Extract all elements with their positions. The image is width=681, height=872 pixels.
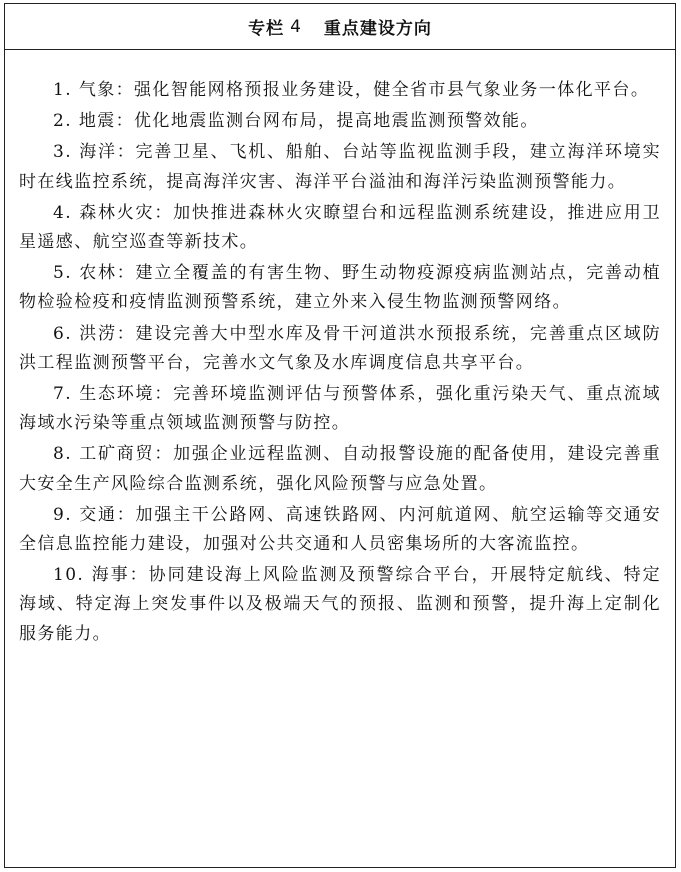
box-content — [19, 76, 661, 649]
list-item: 10. 海事：协同建设海上风险监测及预警综合平台，开展特定航线、特定海域、特定海上突发事件以及极端天气的预报、监测和预警，提升海上定制化服务能力。 — [19, 565, 661, 644]
box-header — [5, 4, 675, 50]
box-number: 4 — [290, 16, 302, 37]
list-item: 2. 地震：优化地震监测台网布局，提高地震监测预警效能。 — [53, 111, 539, 132]
list-item: 9. 交通：加强主干公路网、高速铁路网、内河航道网、航空运输等交通安全信息监控能力建设，加强对公共交通和人员密集场所的大客流监控。 — [19, 504, 661, 555]
box-label: 专栏 — [248, 19, 285, 39]
list-item: 1. 气象：强化智能网格预报业务建设，健全省市县气象业务一体化平台。 — [53, 80, 650, 100]
list-item: 4. 森林火灾：加快推进森林火灾瞭望台和远程监测系统建设，推进应用卫星遥感、航空巡查等新技术。 — [19, 202, 661, 253]
list-item: 8. 工矿商贸：加强企业远程监测、自动报警设施的配备使用，建设完善重大安全生产风险综合监测系统，强化风险预警与应急处置。 — [19, 444, 661, 494]
list-item: 5. 农林：建立全覆盖的有害生物、野生动物疫源疫病监测站点，完善动植物检验检疫和疫情监测预警系统，建立外来入侵生物监测预警网络。 — [19, 263, 661, 313]
feature-box — [4, 3, 676, 868]
list-item: 6. 洪涝：建设完善大中型水库及骨干河道洪水预报系统，完善重点区域防洪工程监测预警平台，完善水文气象及水库调度信息共享平台。 — [19, 323, 661, 373]
list-item: 7. 生态环境：完善环境监测评估与预警体系，强化重污染天气、重点流域海域水污染等重点领域监测预警与防控。 — [19, 384, 661, 434]
box-title: 重点建设方向 — [323, 19, 432, 39]
list-item: 3. 海洋：完善卫星、飞机、船舶、台站等监视监测手段，建立海洋环境实时在线监控系统，提高海洋灾害、海洋平台溢油和海洋污染监测预警能力。 — [19, 142, 661, 192]
